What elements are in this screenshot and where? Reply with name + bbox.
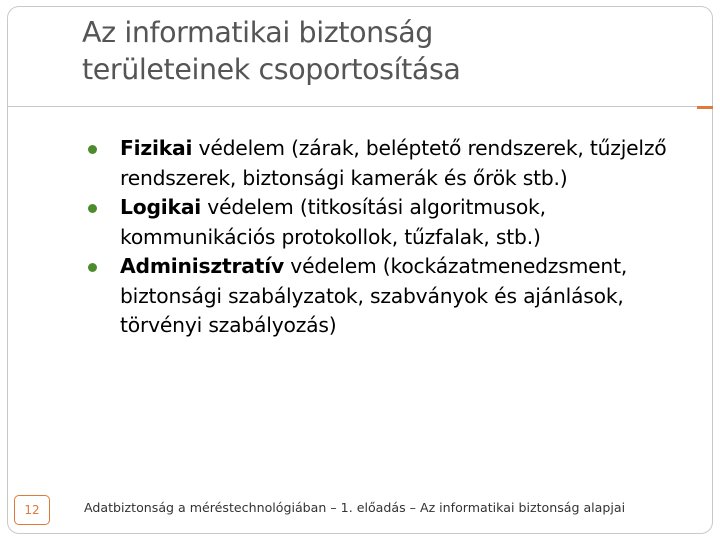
slide-footer: Adatbiztonság a méréstechnológiában – 1. előadás – Az informatikai biztonság alapjai	[84, 500, 626, 515]
bullet-item-fizikai	[88, 134, 698, 193]
bullet-text: védelem (kockázatmenedzsment, biztonsági szabályzatok, szabványok és ajánlások, törvényi szabályozás)	[120, 254, 628, 337]
bullet-item-adminisztrativ	[88, 252, 698, 341]
bullet-keyword: Adminisztratív	[120, 254, 285, 278]
bullet-dot-icon	[88, 204, 97, 213]
slide-title-line-1: Az informatikai biztonság	[82, 16, 433, 49]
bullet-text: védelem (titkosítási algoritmusok, kommunikációs protokollok, tűzfalak, stb.)	[120, 195, 546, 249]
bullet-item-logikai	[88, 193, 698, 252]
bullet-text: védelem (zárak, beléptető rendszerek, tűzjelző rendszerek, biztonsági kamerák és őrök stb.)	[120, 136, 667, 190]
accent-mark	[697, 106, 713, 109]
slide-number: 12	[14, 495, 50, 525]
title-divider	[7, 106, 713, 107]
bullet-dot-icon	[88, 145, 97, 154]
slide-title	[82, 14, 682, 88]
bullet-dot-icon	[88, 263, 97, 272]
slide-title-line-2: területeinek csoportosítása	[82, 53, 461, 86]
bullet-keyword: Logikai	[120, 195, 202, 219]
bullet-keyword: Fizikai	[120, 136, 193, 160]
bullet-list	[88, 134, 698, 341]
